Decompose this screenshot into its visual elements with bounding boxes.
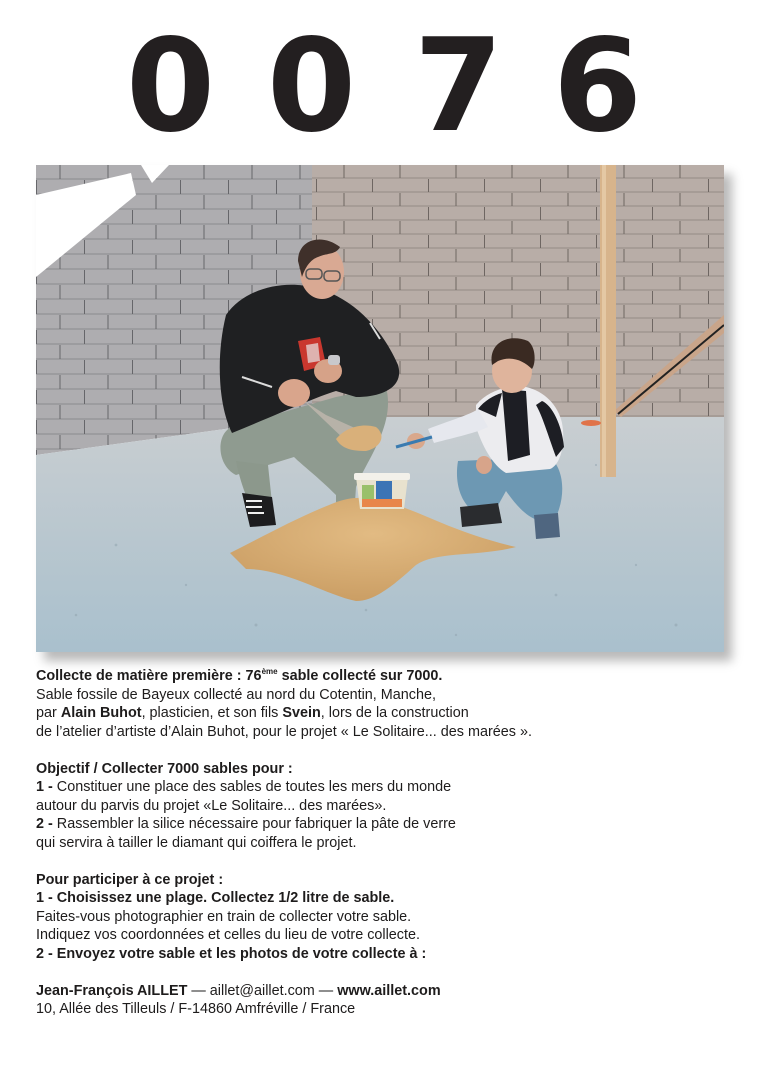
contact-line (36, 982, 736, 1001)
contact-name: Jean-François AILLET (36, 982, 188, 999)
spacer (36, 963, 736, 982)
ordinal-superscript: ème (261, 667, 278, 676)
title-digit-4: 6 (553, 12, 643, 161)
item-number: 1 - (36, 779, 53, 795)
participate-step-1-line-3: Indiquez vos coordonnées et celles du lieu de votre collecte. (36, 927, 420, 943)
item-number: 2 - (36, 816, 53, 832)
title-digit-1: 0 (126, 12, 216, 161)
caption-headline-suffix: sable collecté sur 7000. (277, 668, 443, 684)
description-text (36, 667, 736, 1019)
spacer (36, 852, 736, 871)
objective-item-1 (36, 778, 736, 797)
separator: — (314, 982, 338, 999)
objective-item-2-cont: qui servira à tailler le diamant qui coiffera le projet. (36, 834, 357, 851)
objective-title: Objectif / Collecter 7000 sables pour : (36, 760, 293, 777)
caption-line-2: Sable fossile de Bayeux collecté au nord du Cotentin, Manche, (36, 686, 436, 703)
contact-address: 10, Allée des Tilleuls / F-14860 Amfréville / France (36, 1001, 356, 1017)
caption-text: par (36, 705, 61, 721)
caption-text: , plasticien, et son fils (141, 705, 283, 721)
sand-collection-photo (36, 165, 724, 652)
spacer (36, 741, 736, 760)
title-digit-3: 7 (414, 12, 504, 161)
item-text: Rassembler la silice nécessaire pour fabriquer la pâte de verre (52, 816, 456, 832)
separator: — (187, 982, 210, 999)
caption-line-4: de l’atelier d’artiste d’Alain Buhot, pour le projet « Le Solitaire... des marées ». (36, 723, 532, 740)
caption-line-3 (36, 704, 736, 723)
contact-email[interactable]: aillet@aillet.com (209, 982, 315, 999)
artist-name: Alain Buhot (60, 705, 142, 721)
item-text: Constituer une place des sables de toutes les mers du monde (52, 779, 452, 795)
participate-step-1-line-2: Faites-vous photographier en train de collecter votre sable. (36, 908, 412, 925)
participate-step-1: 1 - Choisissez une plage. Collectez 1/2 litre de sable. (36, 890, 395, 906)
participate-step-2: 2 - Envoyez votre sable et les photos de votre collecte à : (36, 945, 427, 962)
page-number-title (0, 12, 760, 161)
photo-scene (36, 165, 724, 652)
caption-headline (36, 667, 736, 686)
caption-headline-prefix: Collecte de matière première : 76 (36, 668, 262, 684)
son-name: Svein (282, 705, 321, 721)
objective-item-1-cont: autour du parvis du projet «Le Solitaire... des marées». (36, 797, 387, 814)
caption-text: , lors de la construction (320, 705, 469, 721)
participate-title: Pour participer à ce projet : (36, 871, 224, 888)
title-digit-2: 0 (267, 12, 357, 161)
contact-website[interactable]: www.aillet.com (337, 982, 441, 999)
objective-item-2 (36, 815, 736, 834)
